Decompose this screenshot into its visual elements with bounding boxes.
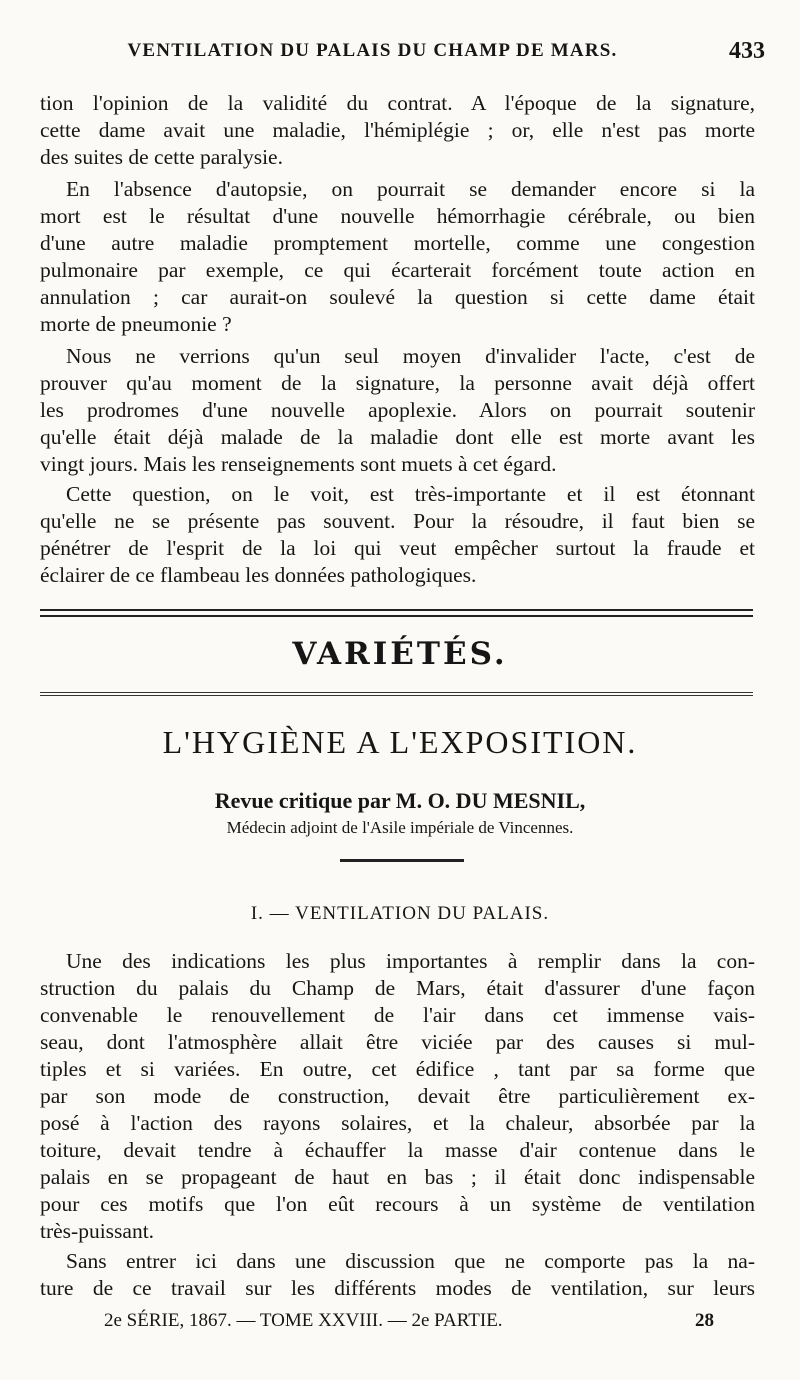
body-line: les prodromes d'une nouvelle apoplexie. Alors on pourrait soutenir [40, 398, 755, 422]
short-divider [340, 859, 464, 862]
body-line: Une des indications les plus importantes à remplir dans la con- [66, 949, 755, 973]
section-divider-bottom [40, 692, 753, 693]
body-line: morte de pneumonie ? [40, 312, 232, 336]
body-line: pénétrer de l'esprit de la loi qui veut empêcher surtout la fraude et [40, 536, 755, 560]
body-line: pulmonaire par exemple, ce qui écarterait forcément toute action en [40, 258, 755, 282]
body-line: tiples et si variées. En outre, cet édifice , tant par sa forme que [40, 1057, 755, 1081]
body-line: prouver qu'au moment de la signature, la personne avait déjà offert [40, 371, 755, 395]
body-line: Cette question, on le voit, est très-importante et il est étonnant [66, 482, 755, 506]
running-head: VENTILATION DU PALAIS DU CHAMP DE MARS. [127, 40, 618, 61]
body-line: Sans entrer ici dans une discussion que ne comporte pas la na- [66, 1249, 755, 1273]
author-affiliation: Médecin adjoint de l'Asile impériale de Vincennes. [226, 818, 574, 837]
body-line: ture de ce travail sur les différents modes de ventilation, sur leurs [40, 1276, 755, 1300]
section-title: VARIÉTÉS. [292, 636, 508, 672]
article-byline: Revue critique par M. O. DU MESNIL, [214, 788, 586, 813]
body-line: des suites de cette paralysie. [40, 145, 283, 169]
body-line: vingt jours. Mais les renseignements sont muets à cet égard. [40, 452, 557, 476]
section-divider-top [40, 609, 753, 617]
body-line: pour ces motifs que l'on eût recours à un système de ventilation [40, 1192, 755, 1216]
body-line: struction du palais du Champ de Mars, était d'assurer d'une façon [40, 976, 755, 1000]
body-line: très-puissant. [40, 1219, 155, 1243]
body-line: mort est le résultat d'une nouvelle hémorrhagie cérébrale, ou bien [40, 204, 755, 228]
body-line: tion l'opinion de la validité du contrat. A l'époque de la signature, [40, 91, 755, 115]
body-line: posé à l'action des rayons solaires, et la chaleur, absorbée par la [40, 1111, 755, 1135]
body-line: cette dame avait une maladie, l'hémiplégie ; or, elle n'est pas morte [40, 118, 755, 142]
body-line: seau, dont l'atmosphère allait être viciée par des causes si mul- [40, 1030, 755, 1054]
article-title: L'HYGIÈNE A L'EXPOSITION. [162, 724, 638, 760]
section-divider-bottom-2 [40, 695, 753, 696]
body-line: par son mode de construction, devait être particulièrement ex- [40, 1084, 755, 1108]
signature-mark: 28 [695, 1310, 714, 1331]
body-line: éclairer de ce flambeau les données pathologiques. [40, 563, 477, 587]
body-line: qu'elle était déjà malade de la maladie dont elle est morte avant les [40, 425, 755, 449]
body-line: qu'elle ne se présente pas souvent. Pour la résoudre, il faut bien se [40, 509, 755, 533]
body-line: toiture, devait tendre à échauffer la masse d'air contenue dans le [40, 1138, 755, 1162]
body-line: annulation ; car aurait-on soulevé la question si cette dame était [40, 285, 755, 309]
body-line: palais en se propageant de haut en bas ; il était donc indispensable [40, 1165, 755, 1189]
body-line: d'une autre maladie promptement mortelle, comme une congestion [40, 231, 755, 255]
body-line: Nous ne verrions qu'un seul moyen d'invalider l'acte, c'est de [66, 344, 755, 368]
page-header [40, 38, 765, 74]
series-line: 2e SÉRIE, 1867. — TOME XXVIII. — 2e PARTIE. [104, 1310, 503, 1331]
page-footer [104, 1310, 714, 1338]
body-line: En l'absence d'autopsie, on pourrait se demander encore si la [66, 177, 755, 201]
body-line: convenable le renouvellement de l'air dans cet immense vais- [40, 1003, 755, 1027]
page-number: 433 [729, 38, 765, 64]
subsection-heading: I. — VENTILATION DU PALAIS. [250, 903, 550, 924]
